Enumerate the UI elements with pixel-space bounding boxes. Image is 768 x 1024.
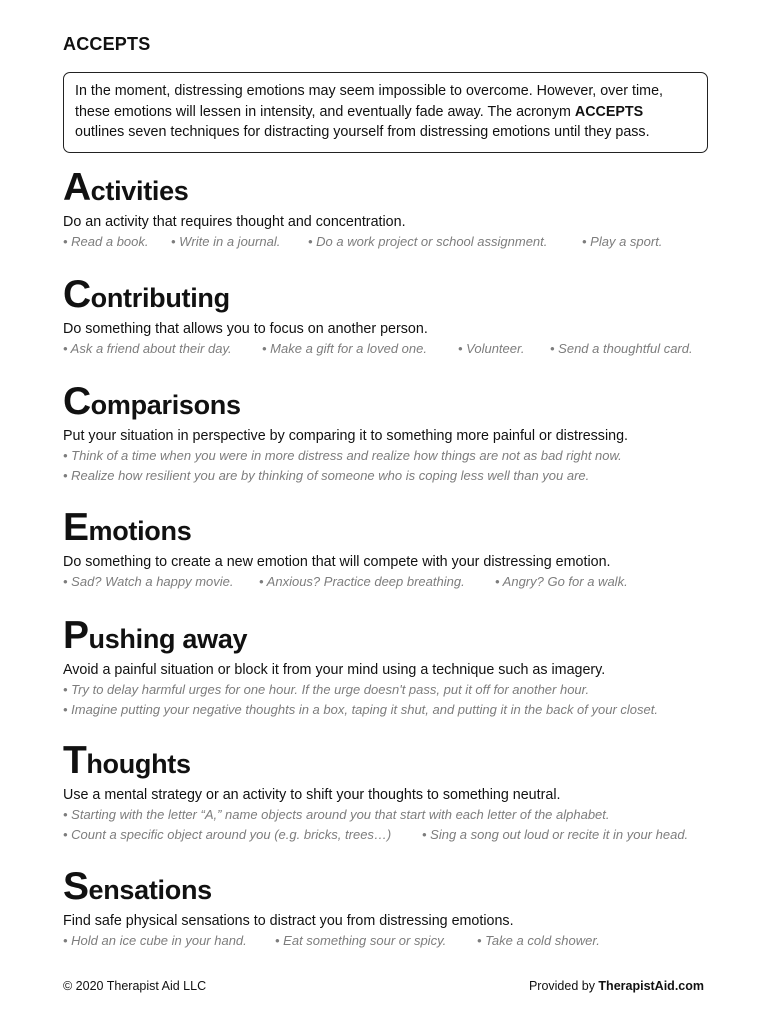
section-emotions [63, 506, 723, 592]
section-sensations [63, 865, 723, 951]
example-item: • Volunteer. [458, 341, 525, 356]
section-description: Use a mental strategy or an activity to shift your thoughts to something neutral. [63, 787, 561, 803]
footer-brand-link[interactable]: TherapistAid.com [598, 979, 704, 993]
intro-acronym: ACCEPTS [574, 103, 644, 120]
example-item: • Ask a friend about their day. [63, 341, 232, 356]
section-description: Find safe physical sensations to distract you from distressing emotions. [63, 913, 514, 929]
example-row [63, 805, 723, 825]
example-item: • Do a work project or school assignment. [308, 234, 548, 249]
section-heading [63, 506, 723, 549]
example-item: • Play a sport. [582, 234, 663, 249]
example-row [63, 232, 723, 252]
intro-line-1: In the moment, distressing emotions may seem impossible to overcome. However, over time, [75, 83, 663, 99]
example-item: • Try to delay harmful urges for one hour. If the urge doesn't pass, put it off for another hour. [63, 682, 590, 697]
example-list [63, 339, 723, 359]
example-item: • Angry? Go for a walk. [495, 574, 628, 589]
section-description: Do something that allows you to focus on another person. [63, 321, 428, 337]
heading-rest: ushing away [88, 624, 248, 654]
example-list [63, 572, 723, 592]
intro-box [63, 72, 708, 153]
heading-initial: C [63, 380, 91, 423]
example-item: • Eat something sour or spicy. [275, 933, 447, 948]
example-item: • Starting with the letter “A,” name objects around you that start with each letter of the alphabet. [63, 807, 610, 822]
heading-rest: houghts [86, 749, 191, 779]
example-row [63, 339, 723, 359]
section-contributing [63, 273, 723, 359]
section-thoughts [63, 739, 723, 844]
example-row [63, 572, 723, 592]
heading-initial: S [63, 865, 89, 908]
heading-initial: T [63, 739, 87, 782]
section-description: Do something to create a new emotion that will compete with your distressing emotion. [63, 554, 611, 570]
heading-initial: P [63, 614, 89, 657]
example-item: • Take a cold shower. [477, 933, 600, 948]
section-description: Do an activity that requires thought and concentration. [63, 214, 406, 230]
heading-initial: A [63, 166, 91, 209]
example-item: • Make a gift for a loved one. [262, 341, 427, 356]
intro-line-3: outlines seven techniques for distracting yourself from distressing emotions until they pass. [75, 124, 650, 140]
intro-line-2 [75, 102, 696, 123]
section-heading [63, 380, 723, 423]
example-row [63, 931, 723, 951]
heading-rest: motions [88, 516, 192, 546]
example-item: • Realize how resilient you are by thinking of someone who is coping less well than you are. [63, 467, 590, 483]
section-comparisons [63, 380, 723, 485]
page-title: ACCEPTS [63, 34, 151, 54]
section-activities [63, 166, 723, 252]
example-list [63, 680, 723, 719]
heading-rest: ontributing [90, 283, 230, 313]
intro-line-2-text: these emotions will lessen in intensity, and eventually fade away. The acronym [75, 103, 575, 120]
footer-provided-by [529, 979, 704, 993]
section-heading [63, 166, 723, 209]
example-list [63, 805, 723, 844]
example-row [63, 446, 723, 466]
section-heading [63, 273, 723, 316]
example-item: • Send a thoughtful card. [550, 341, 693, 356]
footer-copyright: © 2020 Therapist Aid LLC [63, 979, 207, 993]
example-item: • Hold an ice cube in your hand. [63, 933, 247, 948]
section-description: Avoid a painful situation or block it from your mind using a technique such as imagery. [63, 662, 606, 678]
example-list [63, 232, 723, 252]
example-item: • Write in a journal. [171, 234, 281, 249]
example-row [63, 466, 723, 486]
example-item: • Anxious? Practice deep breathing. [259, 574, 465, 589]
section-pushing-away [63, 614, 723, 719]
section-description: Put your situation in perspective by comparing it to something more painful or distressing. [63, 428, 629, 444]
heading-rest: ctivities [90, 176, 189, 206]
example-item: • Sad? Watch a happy movie. [63, 574, 234, 589]
footer-provided-prefix: Provided by [528, 979, 599, 993]
heading-initial: C [63, 273, 91, 316]
heading-rest: ensations [88, 875, 212, 905]
example-item: • Sing a song out loud or recite it in your head. [422, 826, 689, 842]
example-item: • Imagine putting your negative thoughts in a box, taping it shut, and putting it in the back of your closet. [63, 701, 658, 717]
example-item: • Count a specific object around you (e.g. bricks, trees…) [63, 826, 392, 842]
heading-initial: E [63, 506, 89, 549]
example-row [63, 680, 723, 700]
heading-rest: omparisons [90, 390, 241, 420]
example-row [63, 825, 723, 845]
example-row [63, 700, 723, 720]
example-list [63, 446, 723, 485]
section-heading [63, 614, 723, 657]
example-list [63, 931, 723, 951]
example-item: • Think of a time when you were in more distress and realize how things are not as bad right now. [63, 448, 622, 463]
section-heading [63, 865, 723, 908]
example-item: • Read a book. [63, 234, 149, 249]
section-heading [63, 739, 723, 782]
